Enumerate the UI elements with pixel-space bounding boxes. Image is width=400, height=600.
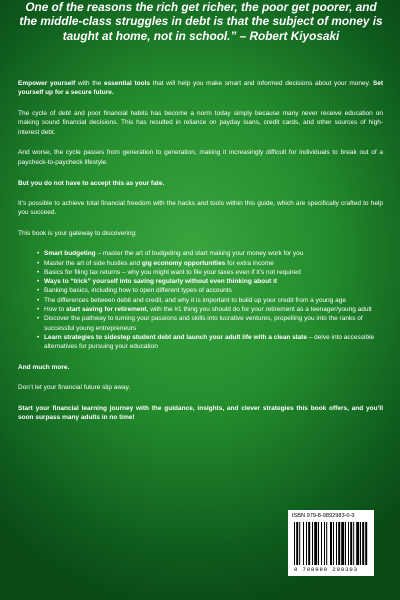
blurb	[18, 79, 383, 434]
barcode-bar	[362, 522, 364, 565]
barcode-bar	[356, 522, 359, 565]
barcode-bar	[324, 522, 325, 565]
intro-lead: Empower yourself	[18, 80, 76, 87]
barcode-bar	[299, 522, 300, 565]
benefits-list	[18, 249, 383, 351]
list-item-text: Discover the pathway to turning your passions and skills into lucrative ventures, propelling you into the ranks of successful young entrepreneurs	[44, 315, 363, 332]
barcode-bar	[341, 522, 344, 565]
list-item	[44, 268, 383, 277]
list-item-bold: Learn strategies to sidestep student debt and launch your adult life with a clean slate	[44, 333, 307, 341]
barcode-bar	[350, 522, 352, 565]
list-item	[44, 286, 383, 295]
generations-paragraph: And worse, the cycle passes from generation to generation, making it increasingly difficult for individuals to break out of a paycheck-to-paycheck lifestyle.	[18, 149, 383, 166]
barcode-icon	[294, 522, 368, 565]
list-item	[44, 277, 383, 286]
list-item-text: How to	[44, 306, 67, 314]
barcode-bar	[318, 522, 319, 565]
barcode-bar	[294, 522, 295, 565]
barcode-bar	[326, 522, 327, 565]
list-item-text: , with the #1 thing you should do for your retirement as a teenager/young adult	[146, 306, 372, 314]
intro-text-c: that will help you make smart and informed decisions about your money.	[150, 80, 373, 87]
barcode-bar	[365, 522, 367, 565]
list-item-text: Master the art of side hustles and	[44, 259, 142, 267]
warning-line: Don’t let your financial future slip away.	[18, 384, 131, 392]
list-item-text: Banking basics, including how to open different types of accounts	[44, 287, 232, 295]
isbn-barcode-box	[288, 510, 374, 576]
list-item-text: Basics for filing tax returns – why you might want to file your taxes even if it’s not required	[44, 268, 301, 276]
gateway-heading: This book is your gateway to discovering:	[18, 229, 137, 237]
list-item	[44, 314, 383, 333]
barcode-bar	[345, 522, 346, 565]
fate-statement: But you do not have to accept this as your fate.	[18, 179, 165, 187]
barcode-bar	[303, 522, 304, 565]
intro-text-d: Set yourself up for a secure future.	[18, 80, 384, 97]
isbn-label: ISBN 979-8-9892983-0-3	[292, 513, 355, 519]
barcode-bar	[306, 522, 307, 565]
barcode-bar	[330, 522, 332, 565]
barcode-bar	[333, 522, 334, 565]
list-item-text: – delve into accessible alternatives for pursuing your education	[44, 333, 375, 351]
list-item-text: The differences between debit and credit, and why it is important to build up your credit from a young age	[44, 296, 346, 304]
barcode-bar	[308, 522, 310, 565]
list-item-text: – master the art of budgeting and start making your money work for you	[95, 250, 304, 258]
intro-text-b: essential tools	[103, 80, 151, 87]
list-item-text: for extra income	[225, 259, 274, 267]
list-item	[44, 259, 383, 268]
debt-cycle-paragraph: The cycle of debt and poor financial habits has become a norm today simply because many never receive education on making sound financial decisions. This has resulted in reliance on payday loans, credit cards, and other sources of high-interest debt.	[18, 110, 383, 136]
barcode-bar	[360, 522, 361, 565]
list-item	[44, 305, 383, 314]
list-item	[44, 296, 383, 305]
intro-text-a: with the	[75, 80, 104, 87]
barcode-digits: 9 798989 298303	[294, 566, 358, 573]
list-item-bold: start saving for retirement	[66, 306, 147, 314]
freedom-paragraph: It’s possible to achieve total financial freedom with the hacks and tools within this guide, which are specifically crafted to help you succeed.	[18, 199, 383, 217]
list-item-bold: Smart budgeting	[44, 250, 96, 258]
list-item	[44, 333, 383, 352]
intro-paragraph	[18, 79, 383, 98]
back-cover-quote: One of the reasons the rich get richer, the poor get poorer, and the middle-class struggles in debt is that the subject of money is taught at home, not in school.” – Robert Kiyosaki	[19, 0, 383, 43]
more-statement: And much more.	[18, 363, 70, 371]
barcode-bar	[353, 522, 354, 565]
barcode-bar	[296, 522, 298, 565]
barcode-bar	[336, 522, 337, 565]
list-item-bold: Ways to “trick” yourself into saving regularly without even thinking about it	[44, 278, 278, 286]
closing-call-to-action: Start your financial learning journey with the guidance, insights, and clever strategies this book offers, and you’ll soon surpass many adults in no time!	[18, 405, 383, 422]
list-item-bold: gig economy opportunities	[141, 259, 226, 267]
barcode-bar	[321, 522, 322, 565]
barcode-bar	[348, 522, 349, 565]
barcode-bar	[338, 522, 340, 565]
list-item	[44, 249, 383, 258]
barcode-bar	[314, 522, 317, 565]
barcode-bar	[312, 522, 313, 565]
